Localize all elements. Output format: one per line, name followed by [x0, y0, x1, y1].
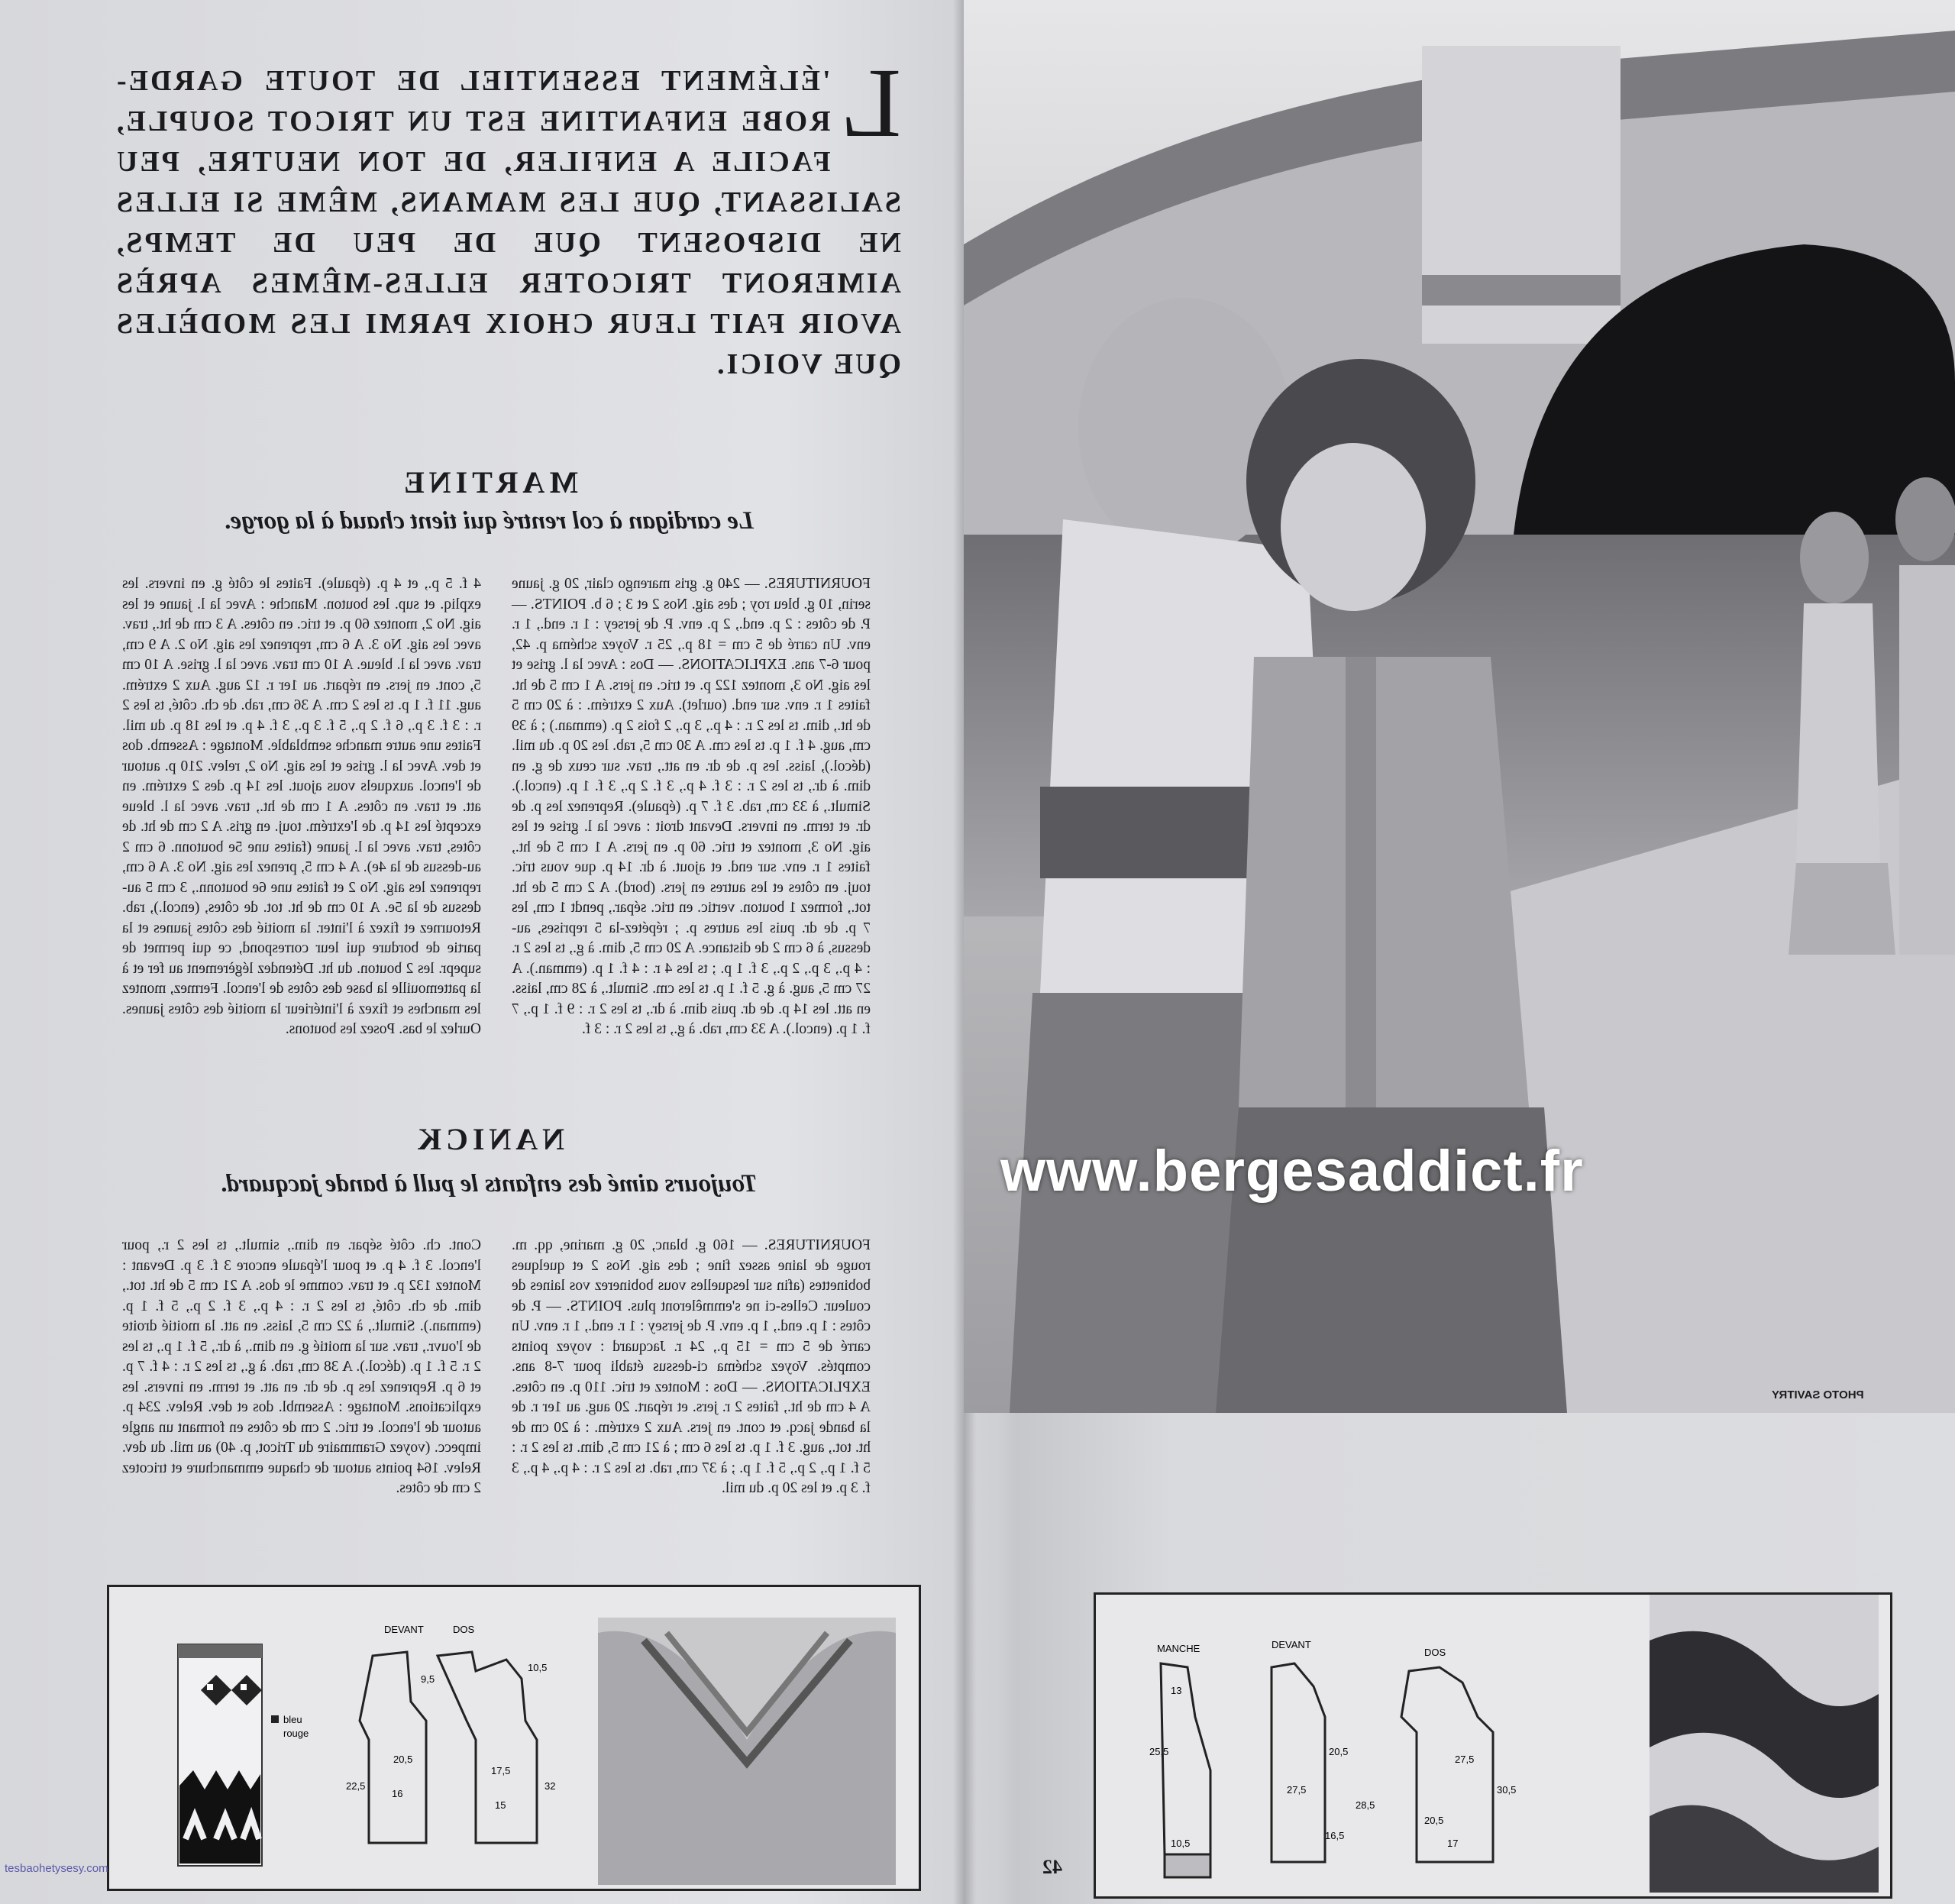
dim-r10: 17 [1447, 1838, 1459, 1849]
nanick-instructions [122, 1236, 871, 1572]
martine-pattern-svg [1096, 1595, 1890, 1896]
martine-subtitle: Le cardigan à col rentré qui tient chaud à la gorge. [224, 507, 754, 535]
nanick-column-1: FOURNITURES. — 160 g. blanc, 20 g. marine, qq. m. rouge de laine assez fine ; des aig. Nos 2 et quelques bobinettes (afin sur lesquelles vous bobinerez vos laines de couleur. Celles-ci ne s'emmêleront plus. POINTS. — P. de côtes : 1 p. end., 1 p. env. P. de jersey : 1 r. end., 1 r. env. Un carré de 5 cm = 15 p., 24 r. Jacquard : voyez points comptés. Voyez schéma ci-dessus établi pour 7-8 ans. EXPLICATIONS. — Dos : Montez et tric. 110 p. en côtes. A 4 cm de ht., faites 2 r. jers. et répart. 20 aug. au 1er r. de la bande jacq. et cont. en jers. Aux 2 extrém. : à 20 cm de ht. tot., aug. 3 f. 1 p. ts les 6 cm ; à 21 cm 5, dim. ts les 2 r. : 5 f. 1 p., 2 p., 5 f. 1 p. ; à 37 cm, rab. ts les 2 r. : 4 p., 4 p., 3 f. 3 p. et les 20 p. du mil. [512, 1237, 871, 1496]
site-watermark: tesbaohetysesy.com [5, 1862, 108, 1875]
dim-r8: 20,5 [1424, 1815, 1444, 1826]
jacquard-chart [178, 1644, 262, 1866]
nanick-column-2: Cont. ch. côté sépar. en dim., simult., ts les 2 r., pour l'encol. 3 f. 4 p. et pour l'épaule encore 3 f. 3 p. Devant : Montez 132 p. et trav. comme le dos. A 21 cm 5 de ht. tot., dim. de ch. côté, ts les 2 r. : 4 p., 3 f. 2 p., 5 f. 1 p. (emman.). Simult., à 22 cm 5, laiss. en att. la moitié droite de l'ouvr., trav. sur la moitié g. en dim., à dr., 5 f. 1 p., ts les 2 r. 5 f. 1 p. (décol.). A 38 cm, rab. à g., ts les 2 r. : 4 f. 7 p. et 6 p. Reprenez les p. de dr. en att. et term. en invers. les explications. Montage : Assembl. dos et dev. Relev. 234 p. autour de l'encol. et tric. 2 cm de côtes en formant un angle impecc. (voyez Grammaire du Tricot, p. 40) au mil. du dev. Relev. 164 points autour de chaque emmanchure et tricotez 2 cm de côtes. [122, 1237, 481, 1496]
back-label-right: DOS [1424, 1647, 1446, 1658]
martine-column-2: 4 f. 5 p., et 4 p. (épaule). Faites le côté g. en invers. les expliq. et sup. les bouton. Manche : Avec la l. jaune et les aig. No 2, montez 60 p. et tric. en côtes. A 3 cm de ht., trav. avec les aig. No 3. A 6 cm, reprenez les aig. No 2. A 9 cm, trav. avec la l. bleue. A 10 cm trav. avec la l. grise. A 10 cm 5, cont. en jers. en répart. au 1er r. 12 aug. Aux 2 extrém. aug. 11 f. 1 p. ts les 2 cm. A 36 cm, rab. de ch. côté, ts les 2 r. : 3 f. 3 p., 6 f. 2 p., 5 f. 3 p., 3 f. 4 p. et les 18 p. du mil. Faites une autre manche semblable. Montage : Assemb. dos et dev. Avec la l. grise et les aig. No 2, relev. 210 p. autour de l'encol. auxquels vous ajout. les 14 p. des 2 extrém. en att. et trav. en côtes. A 1 cm de ht., trav. avec la l. bleue excepté les 14 p. de l'extrém. touj. en gris. A 2 cm de ht. de côtes, trav. avec la l. jaune (faites une 5e boutonn. 6 cm 2 au-dessus de la 4e). A 4 cm 5, prenez les aig. No 3. A 6 cm, reprenez les aig. No 2 et faites une 6e boutonn., 3 cm 5 au-dessus de la 5e. A 10 cm de ht. tot. de côtes, (encol.), rab. Retournez et fixez à l'inter. la moitié des côtes jaunes et la partie de bordure qui leur correspond, ce qui permet de supepr. les 2 bouton. du ht. Détendez légèrement au fer et à la pattemouille la base des côtes de l'encol. Fermez, montez les manches et fixez à l'intérieur la moitié des côtes jaunes. Ourlez le bas. Posez les boutons. [122, 576, 481, 1037]
dim-r11: 30,5 [1497, 1784, 1517, 1796]
intro-text: 'ÉLÉMENT ESSENTIEL DE TOUTE GARDE-ROBE ENFANTINE EST UN TRICOT SOUPLE, FACILE A ENFILER, DE TON NEUTRE, PEU SALISSANT, QUE LES MAMANS, MÊME SI ELLES NE DISPOSENT QUE DE PEU DE TEMPS, AIMERONT TRICOTER ELLES-MÊMES APRÈS AVOIR FAIT LEUR CHOIX PARMI LES MODÈLES QUE VOICI. [115, 65, 901, 380]
back-pattern-outline-right [1401, 1667, 1493, 1862]
legend-blue: bleu [283, 1714, 302, 1725]
dim-2: 10,5 [528, 1662, 548, 1673]
front-label: DEVANT [384, 1624, 424, 1635]
front-pattern-outline-right [1272, 1663, 1325, 1862]
dim-r2: 25,5 [1149, 1746, 1169, 1757]
sleeve-label: MANCHE [1157, 1643, 1200, 1654]
legend-blue-swatch [271, 1715, 279, 1723]
nanick-title: NANICK [412, 1122, 565, 1156]
front-label-right: DEVANT [1272, 1639, 1311, 1650]
martine-column-1: FOURNITURES. — 240 g. gris marengo clair, 20 g. jaune serin, 10 g. bleu roy ; des aig. Nos 2 et 3 ; 6 b. POINTS. — P. de côtes : 2 p. end., 2 p. env. P. de jersey : 1 r. end., 1 r. env. Un carré de 5 cm = 18 p., 25 r. Voyez schéma p. 42, pour 6-7 ans. EXPLICATIONS. — Dos : Avec la l. grise et les aig. No 3, montez 122 p. et tric. en jers. A 1 cm 5 de ht. faites 1 r. env. sur end. (ourlet). Aux 2 extrém. : à 20 cm 5 de ht., dim. ts les 2 r. : 4 p., 3 p., 2 fois 2 p. (emman.) ; à 39 cm, aug. 4 f. 1 p. ts les cm. A 30 cm 5, rab. les 20 p. du mil. (décol.), laiss. les p. de dr. en att., trav. sur ceux de g. en dim. à dr., ts les 2 r. : 3 f. 4 p., 3 f. 2 p., 3 f. 1 p. (encol.). Simult., à 33 cm, rab. 3 f. 7 p. (épaule). Reprenez les p. de dr. et term. en invers. Devant droit : avec la l. grise et les aig. No 3, montez et tric. 60 p. en jers. A 1 cm 5 de ht., faites 1 r. env. sur end. et ajout. à dr. 14 p. que vous tric. touj. en côtes et les autres en jers. (bord). A 2 cm 5 de ht. tot., formez 1 bouton. vertic. en tric. sépar., pendt 1 cm, les 7 p. de dr. puis les autres p. ; répétez-la 5 reprises, au-dessus, à 6 cm 2 de distance. A 20 cm 5, dim. à g., ts les 2 r. : 4 p., 3 p., 2 p., 3 f. 1 p. ; ts les 4 r. : 4 f. 1 p. (emman.). A 27 cm 5, aug. à g. 5 f. 1 p. ts les cm. Simult., à 28 cm, laiss. en att. les 14 p. de dr. puis dim. à dr., ts les 2 r. : 9 f. 1 p., 7 f. 1 p. (encol.). A 33 cm, rab. à g., ts les 2 r. : 3 f. [512, 576, 871, 1037]
dim-4: 17,5 [491, 1765, 511, 1776]
dim-7: 22,5 [346, 1780, 366, 1792]
legend-red: rouge [283, 1728, 309, 1739]
dim-r5: 27,5 [1287, 1784, 1307, 1796]
back-pattern-outline [438, 1652, 537, 1843]
dim-6: 15 [495, 1799, 506, 1811]
intro-paragraph [115, 48, 901, 385]
front-pattern-outline [360, 1652, 426, 1843]
dim-5: 16 [392, 1788, 403, 1799]
page-number-right: 42 [1042, 1856, 1062, 1878]
martine-title: MARTINE [399, 465, 578, 499]
dim-r9: 27,5 [1455, 1754, 1475, 1765]
dim-r1: 13 [1171, 1685, 1182, 1696]
nanick-pattern-box [107, 1585, 921, 1891]
back-label: DOS [453, 1624, 475, 1635]
knit-swatch-photo-right [1650, 1595, 1879, 1893]
dim-r7: 28,5 [1356, 1799, 1375, 1811]
drop-cap: L [838, 48, 901, 158]
martine-pattern-box [1094, 1592, 1892, 1899]
photo-credit: PHOTO SAVITRY [1772, 1388, 1864, 1401]
dim-r6: 16,5 [1325, 1830, 1345, 1841]
dim-r4: 20,5 [1329, 1746, 1349, 1757]
dim-8: 32 [544, 1780, 556, 1792]
dim-3: 20,5 [393, 1754, 413, 1765]
watermark-text: www.bergesaddict.fr [1000, 1139, 1584, 1204]
nanick-pattern-svg [109, 1587, 919, 1889]
nanick-subtitle: Toujours aimé des enfants le pull à bande jacquard. [220, 1170, 758, 1198]
dim-1: 9,5 [421, 1673, 435, 1685]
dim-r3: 10,5 [1171, 1838, 1191, 1849]
knit-swatch-photo [598, 1618, 896, 1885]
martine-instructions [122, 574, 871, 1124]
